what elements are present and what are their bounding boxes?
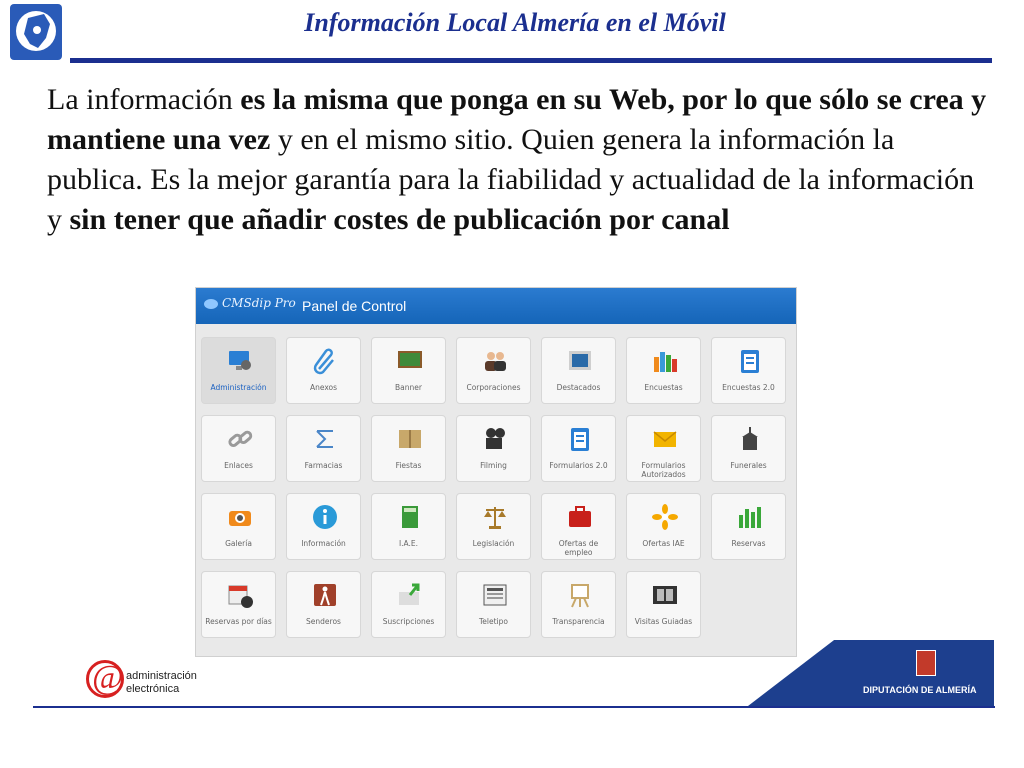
green-book-icon (396, 503, 424, 531)
module-tile-people[interactable] (456, 337, 531, 404)
module-tile-clipboard-checklist[interactable] (711, 337, 786, 404)
module-tile-label: Reservas por días (205, 617, 272, 626)
module-tile-label: Administración (210, 383, 267, 392)
ae-logo-line2: electrónica (126, 683, 180, 695)
footer-divider (33, 706, 995, 708)
pharmacy-cross-icon (311, 425, 339, 453)
picture-icon (566, 347, 594, 375)
module-tile-label: Senderos (306, 617, 341, 626)
module-tile-label: Visitas Guiadas (634, 617, 693, 626)
module-tile-label: Funerales (730, 461, 767, 470)
mail-arrow-icon (396, 581, 424, 609)
monitor-settings-icon (226, 347, 254, 375)
open-book-icon (396, 425, 424, 453)
page-title: Información Local Almería en el Móvil (304, 8, 726, 37)
module-tile-label: Ofertas IAE (642, 539, 685, 548)
module-tile-mail-arrow[interactable] (371, 571, 446, 638)
film-camera-icon (481, 425, 509, 453)
equalizer-icon (736, 503, 764, 531)
module-tile-chain-link[interactable] (201, 415, 276, 482)
module-tile-easel[interactable] (541, 571, 616, 638)
people-icon (481, 347, 509, 375)
module-tile-label: Fiestas (395, 461, 422, 470)
module-tile-flower[interactable] (626, 493, 701, 560)
module-tile-form-clipboard[interactable] (541, 415, 616, 482)
filmstrip-icon (651, 581, 679, 609)
scales-icon (481, 503, 509, 531)
module-tile-label: Destacados (556, 383, 601, 392)
envelope-icon (651, 425, 679, 453)
module-tile-label: Enlaces (224, 461, 253, 470)
cms-logo-text: CMSdip Pro (222, 296, 296, 310)
almeria-map-logo-icon (10, 4, 62, 60)
module-tile-equalizer[interactable] (711, 493, 786, 560)
chalkboard-icon (396, 347, 424, 375)
module-tile-paperclip[interactable] (286, 337, 361, 404)
panel-title: Panel de Control (302, 298, 407, 314)
clipboard-checklist-icon (736, 347, 764, 375)
easel-icon (566, 581, 594, 609)
module-tile-film-camera[interactable] (456, 415, 531, 482)
panel-header (196, 288, 796, 324)
module-tile-label: Filming (480, 461, 507, 470)
module-tile-bar-chart[interactable] (626, 337, 701, 404)
module-tile-label: Corporaciones (466, 383, 521, 392)
module-tile-calendar-clock[interactable] (201, 571, 276, 638)
module-tile-label: Farmacias (304, 461, 343, 470)
bar-chart-icon (651, 347, 679, 375)
briefcase-icon (566, 503, 594, 531)
module-tile-green-book[interactable] (371, 493, 446, 560)
module-tile-label: Legislación (472, 539, 515, 548)
module-tile-pharmacy-cross[interactable] (286, 415, 361, 482)
camera-icon (226, 503, 254, 531)
module-tile-label: Formularios 2.0 (549, 461, 608, 470)
body-paragraph (47, 80, 992, 240)
body-segment: sin tener que añadir costes de publicación por canal (69, 203, 730, 236)
header-divider (70, 58, 992, 63)
module-tile-scales[interactable] (456, 493, 531, 560)
newspaper-icon (481, 581, 509, 609)
module-tile-label: Encuestas 2.0 (722, 383, 775, 392)
module-tile-label: Formularios Autorizados (641, 461, 686, 479)
flower-icon (651, 503, 679, 531)
cms-control-panel-screenshot (195, 287, 797, 657)
module-tile-hiker[interactable] (286, 571, 361, 638)
paperclip-icon (311, 347, 339, 375)
module-tile-picture[interactable] (541, 337, 616, 404)
module-tile-info[interactable] (286, 493, 361, 560)
module-tile-label: Teletipo (479, 617, 508, 626)
module-tile-newspaper[interactable] (456, 571, 531, 638)
coat-of-arms-icon (916, 650, 936, 676)
ae-logo-line1: administración (126, 670, 197, 682)
module-tile-briefcase[interactable] (541, 493, 616, 560)
calendar-clock-icon (226, 581, 254, 609)
diputacion-label: DIPUTACIÓN DE ALMERÍA (863, 685, 977, 695)
module-tile-label: Galería (225, 539, 252, 548)
module-tile-filmstrip[interactable] (626, 571, 701, 638)
church-icon (736, 425, 764, 453)
module-tile-label: Transparencia (552, 617, 605, 626)
administracion-electronica-logo: @ administración electrónica (86, 660, 216, 704)
module-tile-label: I.A.E. (398, 539, 419, 548)
cms-logo-icon (204, 299, 218, 309)
module-tile-label: Reservas (731, 539, 766, 548)
module-tile-label: Información (301, 539, 346, 548)
form-clipboard-icon (566, 425, 594, 453)
body-segment: La información (47, 83, 241, 116)
module-tile-envelope[interactable] (626, 415, 701, 482)
module-tile-label: Banner (395, 383, 422, 392)
body-segment: es la misma que ponga en su Web, por lo que sólo se crea y mantiene una vez (47, 83, 987, 156)
module-tile-label: Encuestas (644, 383, 683, 392)
module-tile-church[interactable] (711, 415, 786, 482)
chain-link-icon (226, 425, 254, 453)
hiker-icon (311, 581, 339, 609)
module-tile-open-book[interactable] (371, 415, 446, 482)
module-tile-camera[interactable] (201, 493, 276, 560)
module-tile-label: Anexos (309, 383, 338, 392)
info-icon (311, 503, 339, 531)
module-tile-label: Suscripciones (382, 617, 435, 626)
module-tile-chalkboard[interactable] (371, 337, 446, 404)
module-tile-label: Ofertas de empleo (558, 539, 599, 557)
cms-logo (204, 296, 296, 310)
module-tile-monitor-settings[interactable] (201, 337, 276, 404)
body-segment: y en el mismo sitio. Quien genera la información la publica. Es la mejor garantía para la fiabilidad y actualidad de la información y (47, 123, 975, 236)
